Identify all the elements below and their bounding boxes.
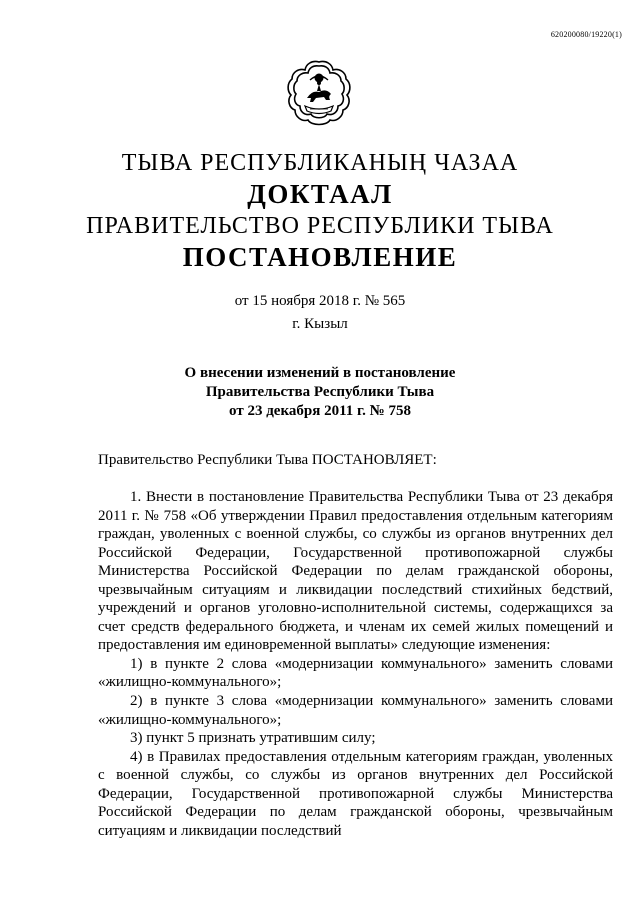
subject-line: от 23 декабря 2011 г. № 758 xyxy=(229,403,411,419)
tyva-government-title: ТЫВА РЕСПУБЛИКАНЫҢ ЧАЗАА xyxy=(121,150,519,176)
body-paragraph: 1) в пункте 2 слова «модернизации коммунального» заменить словами «жилищно-коммунального»; xyxy=(98,655,613,691)
doktaal-title: ДОКТААЛ xyxy=(247,179,393,209)
document-id: 620200080/19220(1) xyxy=(550,30,622,39)
subject-line: Правительства Республики Тыва xyxy=(205,384,435,400)
document-city: г. Кызыл xyxy=(292,316,348,332)
body-paragraph: 1. Внести в постановление Правительства Республики Тыва от 23 декабря 2011 г. № 758 «Об утверждении Правил предоставления отдельным категориям граждан, уволенных с военной службы, со службы из органов внутренних дел Российской Федерации, Государственной противопожарной службы Министерства Российской Федерации по делам гражданской обороны, чрезвычайным ситуациям и ликвидации последствий стихийных бедствий, учреждений и органов уголовно-исполнительной системы, содержащихся за счет средств федерального бюджета, и членам их семей жилых помещений и предоставления им единовременной выплаты» следующие изменения: xyxy=(98,489,613,654)
body-paragraph: 3) пункт 5 признать утратившим силу; xyxy=(130,730,376,747)
preamble: Правительство Республики Тыва ПОСТАНОВЛЯЕТ: xyxy=(98,452,437,468)
document-subject xyxy=(0,364,640,421)
document-body xyxy=(98,488,613,840)
postanovlenie-title: ПОСТАНОВЛЕНИЕ xyxy=(182,242,458,272)
government-title: ПРАВИТЕЛЬСТВО РЕСПУБЛИКИ ТЫВА xyxy=(86,213,554,239)
body-paragraph: 2) в пункте 3 слова «модернизации коммунального» заменить словами «жилищно-коммунального»; xyxy=(98,693,613,728)
body-paragraph: 4) в Правилах предоставления отдельным категориям граждан, уволенных с военной службы, со службы из органов внутренних дел Российской Федерации, Государственной противопожарной службы Министерства Российской Федерации по делам гражданской обороны, чрезвычайным ситуациям и ликвидации последствий xyxy=(98,748,613,839)
tyva-coat-of-arms-icon xyxy=(286,58,352,130)
subject-line: О внесении изменений в постановление xyxy=(184,365,456,381)
document-date: от 15 ноября 2018 г. № 565 xyxy=(234,293,406,309)
